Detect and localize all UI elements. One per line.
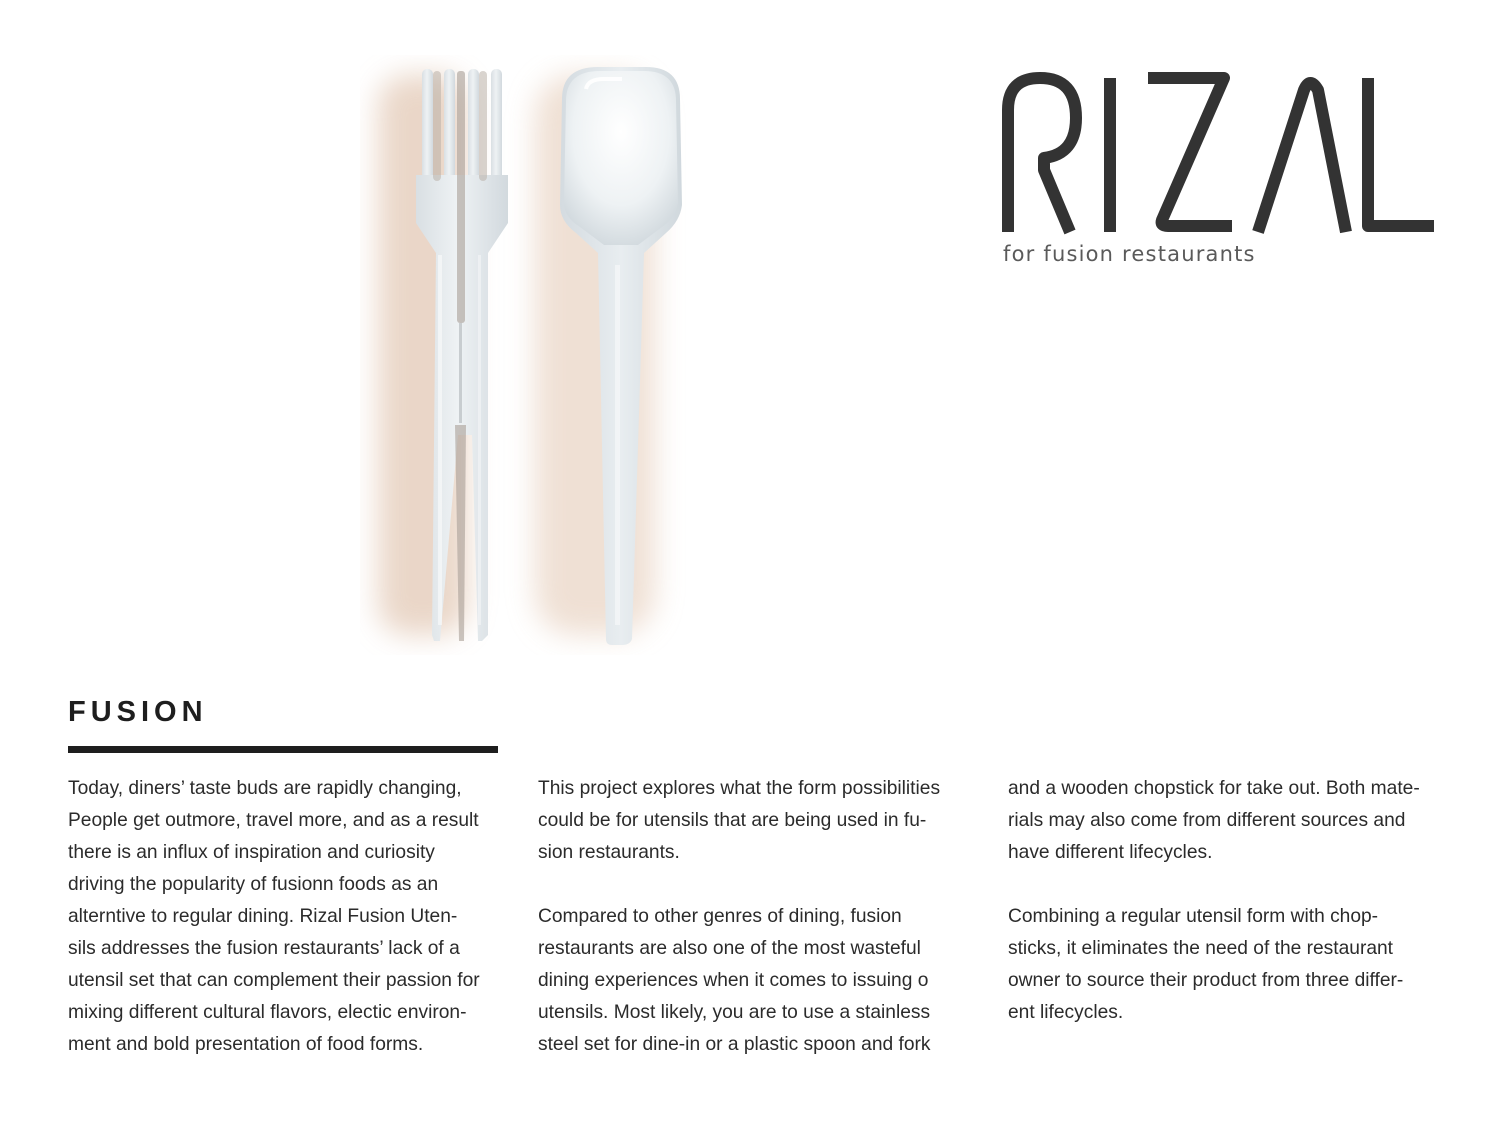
- text-line: owner to source their product from three differ-: [1008, 970, 1404, 991]
- text-line: This project explores what the form possibilities: [538, 778, 941, 799]
- text-column-1: [68, 773, 508, 1093]
- text-column-3: [1008, 773, 1448, 1061]
- text-line: utensils. Most likely, you are to use a stainless: [538, 1002, 931, 1023]
- text-line: utensil set that can complement their passion for: [68, 970, 480, 991]
- brand-tagline: for fusion restaurants: [1003, 242, 1256, 266]
- paragraph: [68, 773, 508, 1061]
- text-line: ent lifecycles.: [1008, 1002, 1124, 1023]
- paragraph: [538, 773, 978, 869]
- text-line: restaurants are also one of the most wasteful: [538, 938, 921, 959]
- section-heading: FUSION: [68, 696, 208, 728]
- paragraph: [1008, 773, 1448, 869]
- text-line: rials may also come from different sources and: [1008, 810, 1406, 831]
- text-line: have different lifecycles.: [1008, 842, 1213, 863]
- text-line: alterntive to regular dining. Rizal Fusion Uten-: [68, 906, 458, 927]
- text-line: there is an influx of inspiration and curiosity: [68, 842, 435, 863]
- text-line: Today, diners’ taste buds are rapidly changing,: [68, 778, 462, 799]
- text-line: mixing different cultural flavors, electic environ-: [68, 1002, 467, 1023]
- text-line: steel set for dine-in or a plastic spoon and fork: [538, 1034, 931, 1055]
- rizal-logo: [1000, 70, 1434, 236]
- text-line: Compared to other genres of dining, fusion: [538, 906, 902, 927]
- text-line: ment and bold presentation of food forms.: [68, 1034, 424, 1055]
- text-line: could be for utensils that are being used in fu-: [538, 810, 927, 831]
- text-line: People get outmore, travel more, and as a result: [68, 810, 479, 831]
- utensil-product-image: [360, 55, 700, 655]
- paragraph: [1008, 901, 1448, 1029]
- paragraph: [538, 901, 978, 1061]
- text-line: sticks, it eliminates the need of the restaurant: [1008, 938, 1394, 959]
- text-line: sion restaurants.: [538, 842, 680, 863]
- text-line: sils addresses the fusion restaurants’ lack of a: [68, 938, 460, 959]
- section-divider: [68, 746, 498, 753]
- text-line: and a wooden chopstick for take out. Both mate-: [1008, 778, 1420, 799]
- text-column-2: [538, 773, 978, 1093]
- text-line: dining experiences when it comes to issuing o: [538, 970, 929, 991]
- text-line: Combining a regular utensil form with chop-: [1008, 906, 1379, 927]
- text-line: driving the popularity of fusionn foods as an: [68, 874, 439, 895]
- brand-block: [1000, 70, 1440, 266]
